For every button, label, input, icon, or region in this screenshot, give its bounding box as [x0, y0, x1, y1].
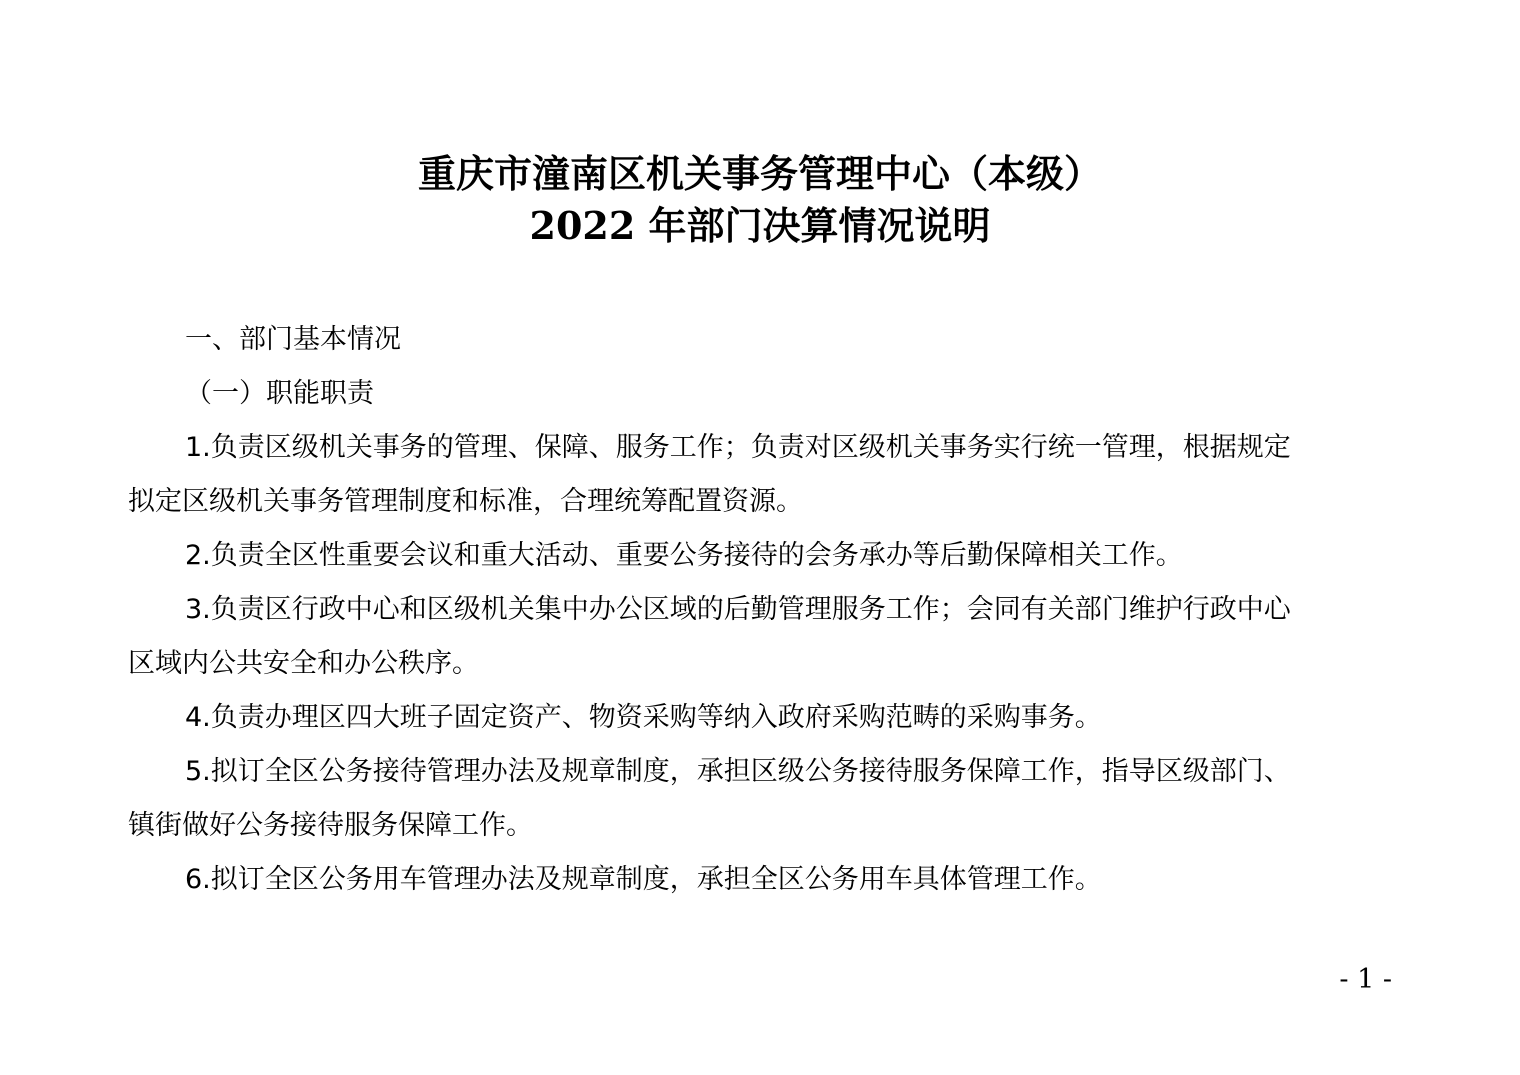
duty-item-1-line-1: 1.负责区级机关事务的管理、保障、服务工作；负责对区级机关事务实行统一管理，根据规定	[185, 432, 1291, 463]
title-line-organization: 重庆市潼南区机关事务管理中心（本级）	[417, 151, 1102, 196]
duty-item-1-line-2: 拟定区级机关事务管理制度和标准，合理统筹配置资源。	[128, 486, 803, 517]
duty-item-2-line-1: 2.负责全区性重要会议和重大活动、重要公务接待的会务承办等后勤保障相关工作。	[185, 540, 1183, 571]
document-title	[0, 148, 1520, 252]
duty-item-6-line-1: 6.拟订全区公务用车管理办法及规章制度，承担全区公务用车具体管理工作。	[185, 864, 1102, 895]
duty-item-4-line-1: 4.负责办理区四大班子固定资产、物资采购等纳入政府采购范畴的采购事务。	[185, 702, 1102, 733]
duty-item-3-line-1: 3.负责区行政中心和区级机关集中办公区域的后勤管理服务工作；会同有关部门维护行政中心	[185, 594, 1291, 625]
title-line-report: 2022 年部门决算情况说明	[529, 203, 991, 248]
duty-item-5-line-1: 5.拟订全区公务接待管理办法及规章制度，承担区级公务接待服务保障工作，指导区级部门、	[185, 756, 1291, 787]
duty-item-3-line-2: 区域内公共安全和办公秩序。	[128, 648, 479, 679]
subsection-heading: （一）职能职责	[185, 378, 374, 409]
section-heading: 一、部门基本情况	[185, 324, 401, 355]
page-number: - 1 -	[1339, 964, 1392, 995]
duty-item-5-line-2: 镇街做好公务接待服务保障工作。	[128, 810, 533, 841]
